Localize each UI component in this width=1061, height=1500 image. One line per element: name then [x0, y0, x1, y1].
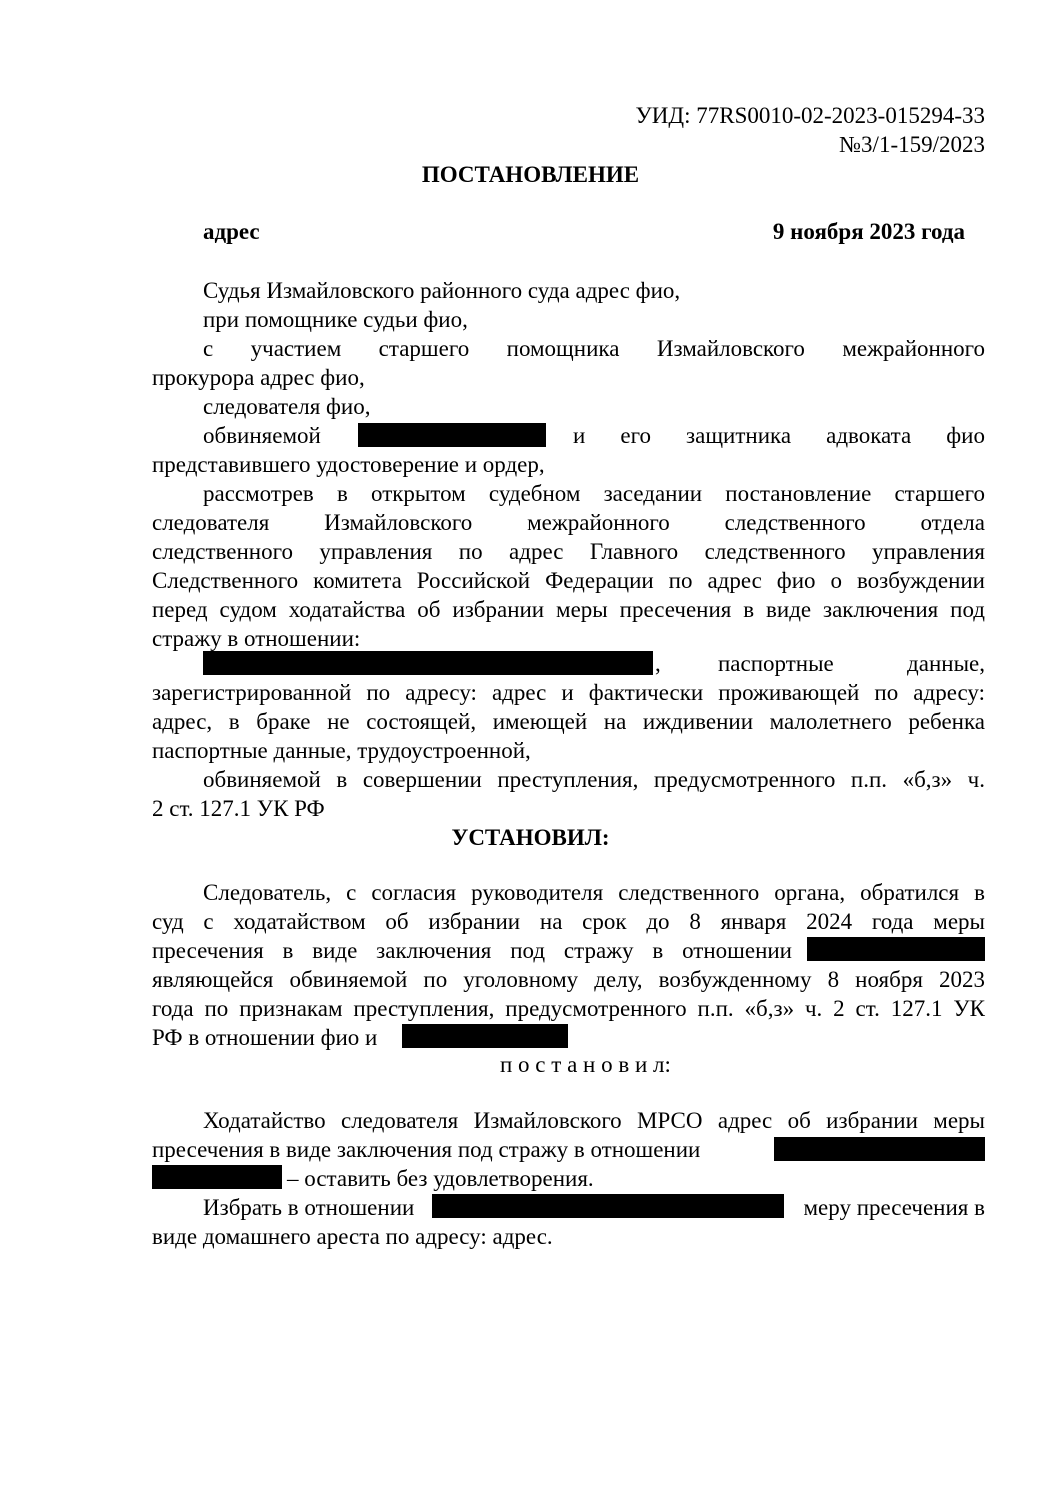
redaction-block	[358, 423, 546, 447]
resolution-text: меру пресечения в	[803, 1195, 985, 1220]
charge-line-2: 2 ст. 127.1 УК РФ	[152, 796, 325, 821]
assistant-line: при помощнике судьи фио,	[203, 307, 468, 332]
place: адрес	[203, 219, 260, 244]
resolution-line-3	[152, 1164, 985, 1193]
established-line-6	[152, 1023, 985, 1052]
redaction-block	[807, 937, 985, 961]
established-text: РФ в отношении фио и	[152, 1025, 378, 1050]
person-line-3: паспортные данные, трудоустроенной,	[152, 738, 531, 763]
case-number: №3/1-159/2023	[839, 132, 985, 157]
accused-line-2: представившего удостоверение и ордер,	[152, 452, 545, 477]
resolution-line-2	[152, 1135, 985, 1164]
redaction-block	[774, 1137, 985, 1161]
place-date-row	[203, 217, 965, 246]
established-line-5: года по признакам преступления, предусмотренного п.п. «б,з» ч. 2 ст. 127.1 УК	[152, 996, 985, 1021]
resolution-line-1: Ходатайство следователя Измайловского МРСО адрес об избрании меры	[203, 1108, 985, 1133]
prosecutor-line-1: с участием старшего помощника Измайловского межрайонного	[203, 336, 985, 361]
document-title: ПОСТАНОВЛЕНИЕ	[421, 162, 640, 187]
resolution-line-5: виде домашнего ареста по адресу: адрес.	[152, 1224, 553, 1249]
resolution-heading: п о с т а н о в и л:	[500, 1052, 671, 1077]
resolution-text: Избрать в отношении	[203, 1195, 415, 1220]
investigator-line: следователя фио,	[203, 394, 371, 419]
established-line-1: Следователь, с согласия руководителя следственного органа, обратился в	[203, 880, 985, 905]
person-line-1: зарегистрированной по адресу: адрес и фактически проживающей по адресу:	[152, 680, 985, 705]
consider-line-1: рассмотрев в открытом судебном заседании постановление старшего	[203, 481, 985, 506]
accused-label: обвиняемой	[203, 423, 321, 448]
person-line-2: адрес, в браке не состоящей, имеющей на иждивении малолетнего ребенка	[152, 709, 985, 734]
charge-line-1: обвиняемой в совершении преступления, предусмотренного п.п. «б,з» ч.	[203, 767, 985, 792]
resolution-line-4	[203, 1193, 985, 1222]
redaction-block	[152, 1165, 282, 1189]
established-text: пресечения в виде заключения под стражу в отношении	[152, 938, 792, 963]
consider-line-4: Следственного комитета Российской Федерации по адрес фио о возбуждении	[152, 568, 985, 593]
defender-label: и его защитника адвоката фио	[573, 423, 985, 448]
resolution-text: пресечения в виде заключения под стражу в отношении	[152, 1137, 701, 1162]
established-line-3	[152, 936, 985, 965]
established-line-4: являющейся обвиняемой по уголовному делу, возбужденному 8 ноября 2023	[152, 967, 985, 992]
prosecutor-line-2: прокурора адрес фио,	[152, 365, 365, 390]
person-line	[203, 649, 985, 678]
accused-line	[203, 421, 985, 450]
consider-line-2: следователя Измайловского межрайонного следственного отдела	[152, 510, 985, 535]
redaction-block	[402, 1024, 568, 1048]
established-heading: УСТАНОВИЛ:	[451, 825, 610, 850]
redaction-block	[432, 1194, 784, 1218]
consider-line-6: стражу в отношении:	[152, 626, 361, 651]
person-comma: ,	[655, 651, 661, 676]
person-passport: паспортные данные,	[718, 651, 985, 676]
document-date: 9 ноября 2023 года	[772, 219, 965, 244]
consider-line-5: перед судом ходатайства об избрании меры пресечения в виде заключения под	[152, 597, 985, 622]
judge-line: Судья Измайловского районного суда адрес фио,	[203, 278, 681, 303]
redaction-block	[203, 651, 653, 675]
resolution-text: – оставить без удовлетворения.	[287, 1166, 594, 1191]
consider-line-3: следственного управления по адрес Главного следственного управления	[152, 539, 985, 564]
established-line-2: суд с ходатайством об избрании на срок до 8 января 2024 года меры	[152, 909, 985, 934]
uid-line: УИД: 77RS0010-02-2023-015294-33	[635, 103, 985, 128]
